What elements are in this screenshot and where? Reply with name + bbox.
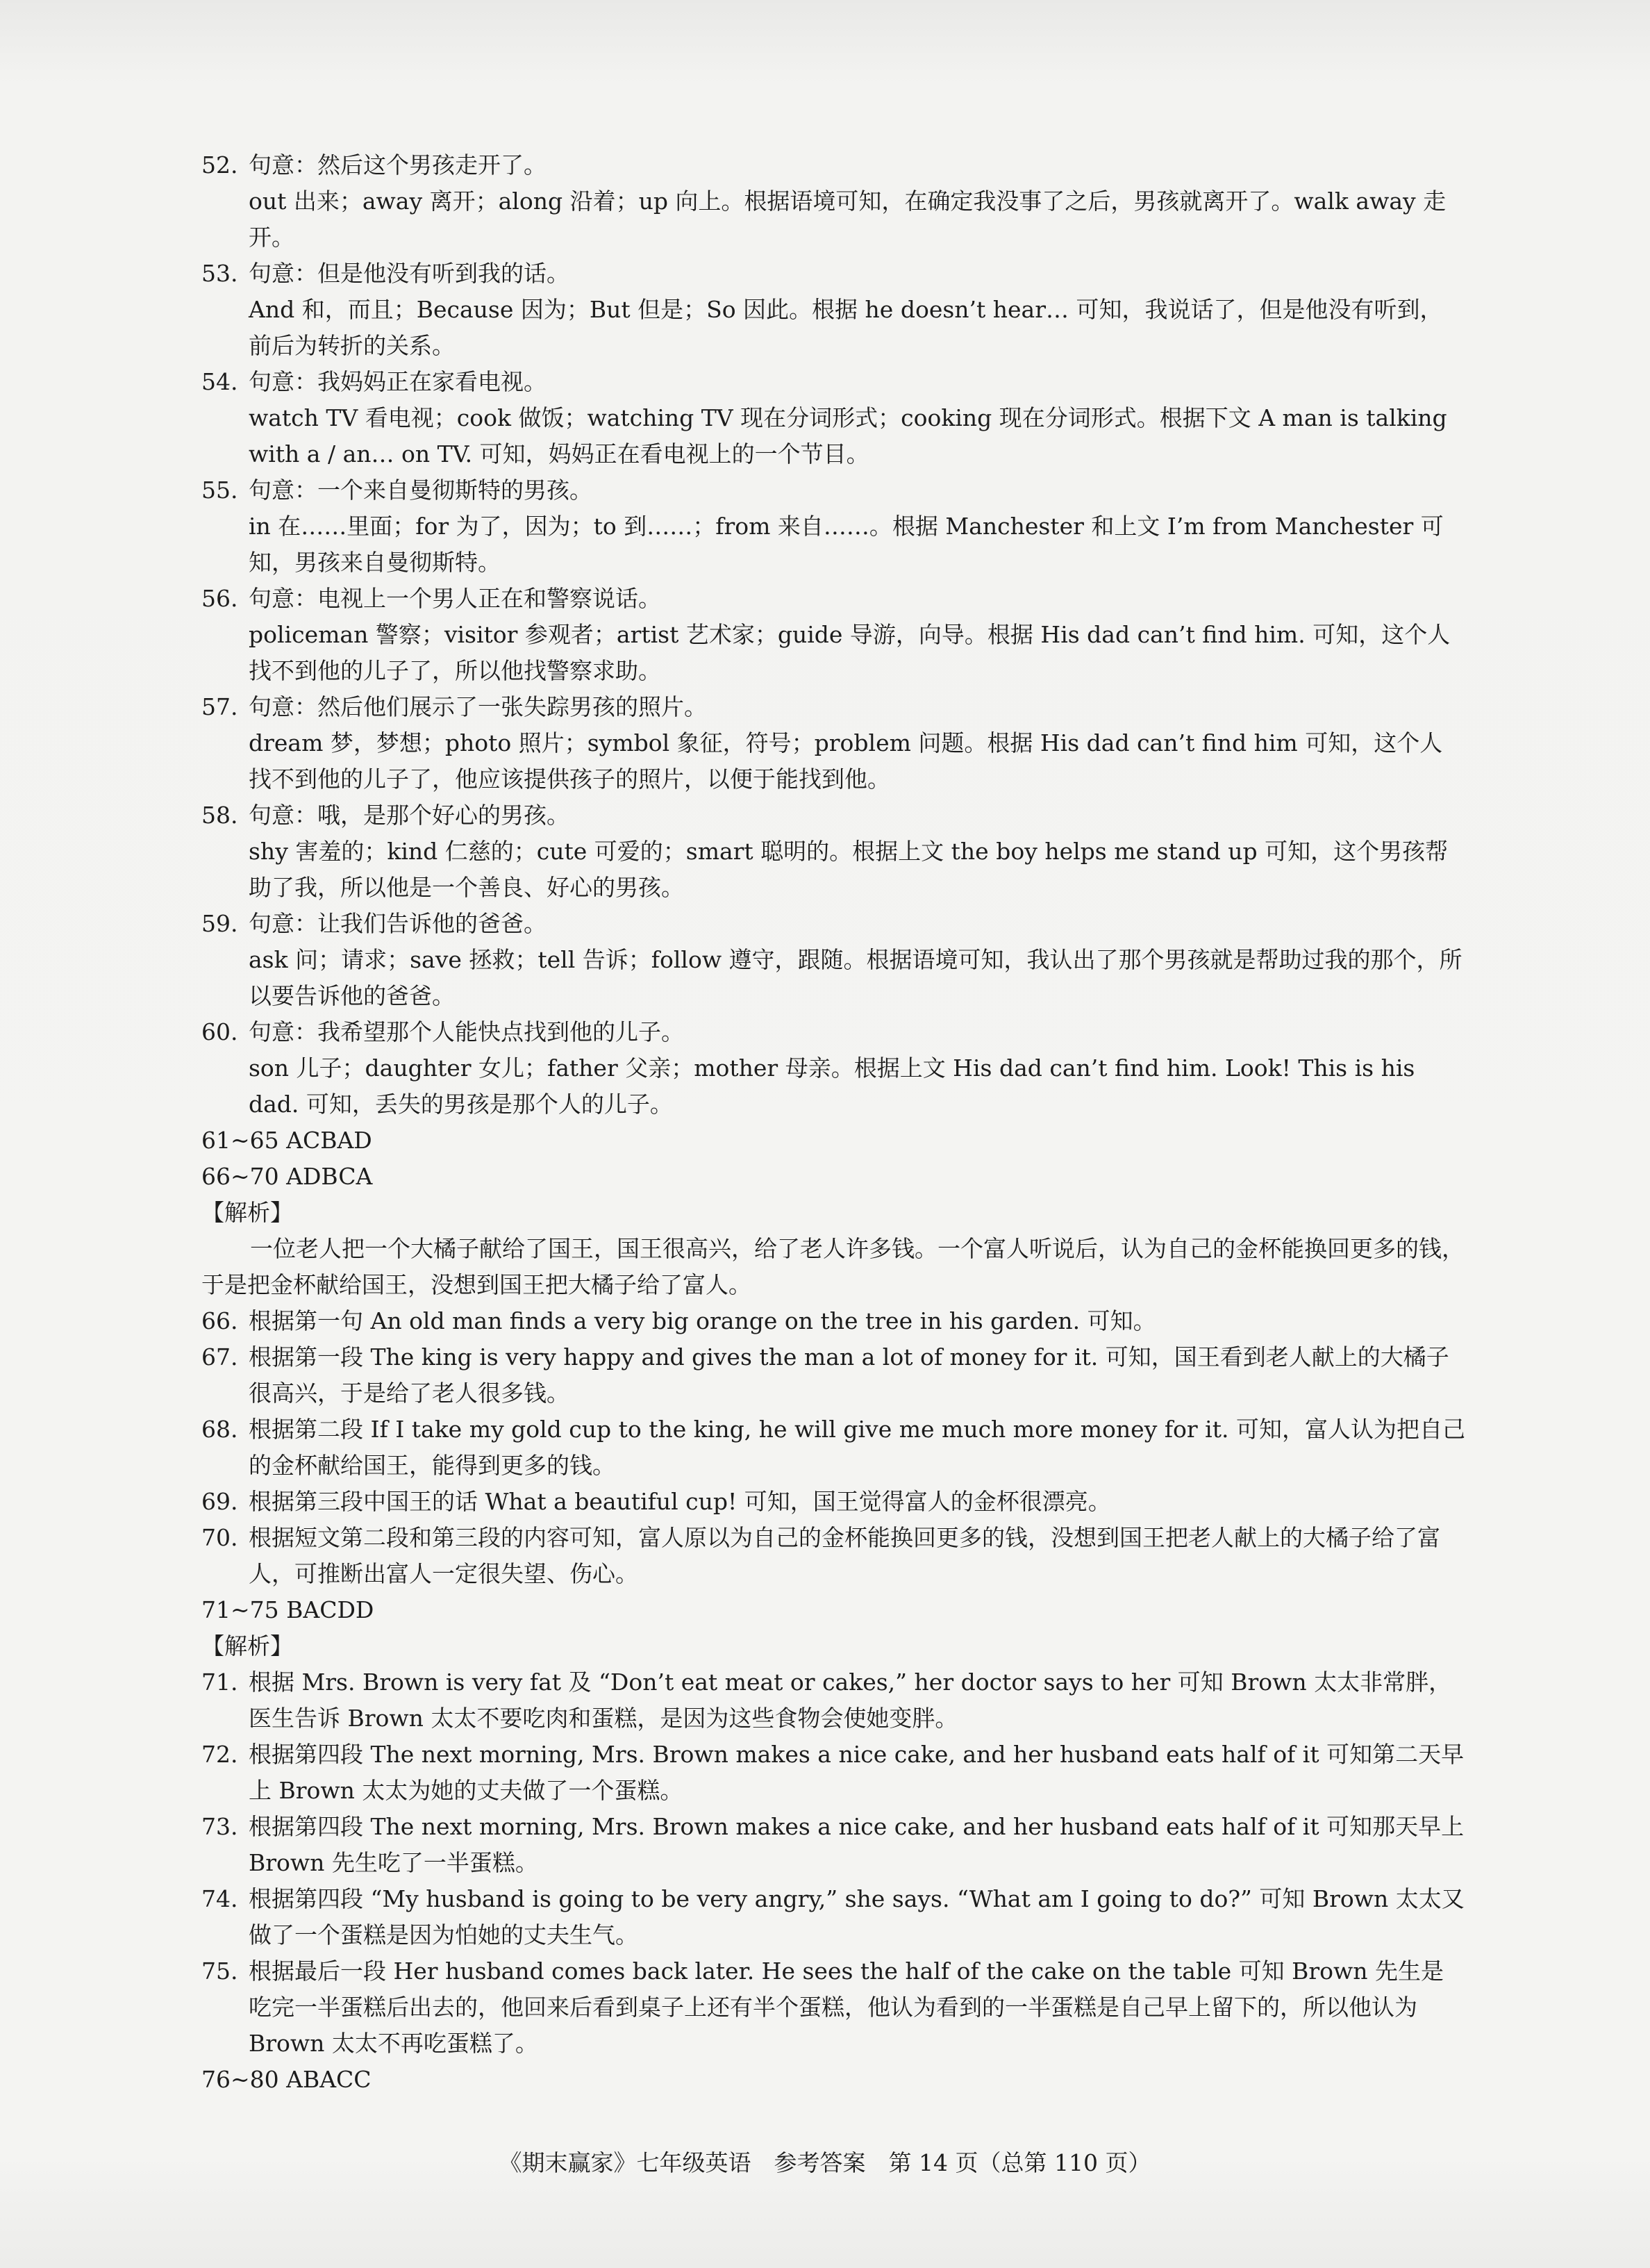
question-number: 68. (201, 1416, 238, 1443)
question-66 (201, 1303, 1465, 1339)
question-number: 52. (201, 151, 238, 179)
question-69 (201, 1484, 1465, 1520)
sentence-meaning: 句意：一个来自曼彻斯特的男孩。 (249, 477, 592, 504)
question-53 (201, 256, 1465, 364)
sentence-meaning: 句意：我妈妈正在家看电视。 (249, 368, 547, 395)
sentence-meaning: 句意：哦，是那个好心的男孩。 (249, 802, 569, 829)
question-70 (201, 1520, 1465, 1592)
analysis-text: shy 害羞的；kind 仁慈的；cute 可爱的；smart 聪明的。根据上文 the boy helps me stand up 可知，这个男孩帮助了我，所以他是一个善良、好心的男孩。 (249, 838, 1449, 901)
sentence-meaning: 句意：然后他们展示了一张失踪男孩的照片。 (249, 693, 707, 720)
question-number: 60. (201, 1018, 238, 1045)
question-60 (201, 1014, 1465, 1123)
answer-key-66-70: 66~70 ADBCA (201, 1163, 373, 1190)
explanation-text: 根据最后一段 Her husband comes back later. He sees the half of the cake on the table 可知 Brown 先生是吃完一半蛋糕后出去的，他回来后看到桌子上还有半个蛋糕，他认为看到的一半蛋糕是自己早上留下的，所以他认为 Brown 太太不再吃蛋糕了。 (249, 1957, 1444, 2057)
page-footer: 《期末赢家》七年级英语 参考答案 第 14 页（总第 110 页） (499, 2149, 1151, 2176)
question-number: 73. (201, 1813, 238, 1840)
question-number: 56. (201, 585, 238, 612)
question-number: 67. (201, 1343, 238, 1371)
answer-key-71-75: 71~75 BACDD (201, 1596, 374, 1623)
explanation-text: 根据第四段 “My husband is going to be very angry,” she says. “What am I going to do?” 可知 Brown 太太又做了一个蛋糕是因为怕她的丈夫生气。 (249, 1885, 1465, 1948)
question-number: 59. (201, 910, 238, 937)
question-56 (201, 581, 1465, 689)
question-55 (201, 472, 1465, 581)
explanation-text: 根据第四段 The next morning, Mrs. Brown makes a nice cake, and her husband eats half of it 可知第二天早上 Brown 太太为她的丈夫做了一个蛋糕。 (249, 1741, 1465, 1804)
question-59 (201, 906, 1465, 1014)
question-number: 75. (201, 1957, 238, 1985)
question-number: 74. (201, 1885, 238, 1912)
question-57 (201, 689, 1465, 797)
explanation-text: 根据 Mrs. Brown is very fat 及 “Don’t eat meat or cakes,” her doctor says to her 可知 Brown 太太非常胖，医生告诉 Brown 太太不要吃肉和蛋糕，是因为这些食物会使她变胖。 (249, 1669, 1452, 1732)
explanation-text: 根据第一句 An old man finds a very big orange on the tree in his garden. 可知。 (249, 1307, 1156, 1334)
question-74 (201, 1881, 1465, 1953)
explanation-text: 根据第一段 The king is very happy and gives the man a lot of money for it. 可知，国王看到老人献上的大橘子很高兴，于是给了老人很多钱。 (249, 1343, 1449, 1407)
question-71 (201, 1664, 1465, 1737)
question-67 (201, 1339, 1465, 1412)
answer-content (201, 147, 1465, 2098)
question-number: 57. (201, 693, 238, 720)
analysis-text: out 出来；away 离开；along 沿着；up 向上。根据语境可知，在确定我没事了之后，男孩就离开了。walk away 走开。 (249, 188, 1447, 251)
question-number: 69. (201, 1488, 238, 1515)
question-54 (201, 364, 1465, 472)
question-75 (201, 1953, 1465, 2062)
question-number: 72. (201, 1741, 238, 1768)
analysis-text: policeman 警察；visitor 参观者；artist 艺术家；guide 导游，向导。根据 His dad can’t find him. 可知，这个人找不到他的儿子了，所以他找警察求助。 (249, 621, 1451, 684)
analysis-text: ask 问；请求；save 拯救；tell 告诉；follow 遵守，跟随。根据语境可知，我认出了那个男孩就是帮助过我的那个，所以要告诉他的爸爸。 (249, 946, 1462, 1009)
explanation-text: 根据短文第二段和第三段的内容可知，富人原以为自己的金杯能换回更多的钱，没想到国王把老人献上的大橘子给了富人，可推断出富人一定很失望、伤心。 (249, 1524, 1440, 1587)
answer-key-76-80: 76~80 ABACC (201, 2066, 372, 2093)
question-73 (201, 1809, 1465, 1881)
analysis-text: watch TV 看电视；cook 做饭；watching TV 现在分词形式；cooking 现在分词形式。根据下文 A man is talking with a / an… on TV. 可知，妈妈正在看电视上的一个节目。 (249, 404, 1447, 467)
question-number: 70. (201, 1524, 238, 1551)
explanation-text: 根据第三段中国王的话 What a beautiful cup! 可知，国王觉得富人的金杯很漂亮。 (249, 1488, 1111, 1515)
explanation-text: 根据第四段 The next morning, Mrs. Brown makes a nice cake, and her husband eats half of it 可知那天早上 Brown 先生吃了一半蛋糕。 (249, 1813, 1465, 1876)
question-number: 58. (201, 802, 238, 829)
sentence-meaning: 句意：电视上一个男人正在和警察说话。 (249, 585, 661, 612)
question-58 (201, 797, 1465, 906)
passage-summary: 一位老人把一个大橘子献给了国王，国王很高兴，给了老人许多钱。一个富人听说后，认为自己的金杯能换回更多的钱，于是把金杯献给国王，没想到国王把大橘子给了富人。 (201, 1235, 1465, 1298)
question-52 (201, 147, 1465, 256)
question-number: 71. (201, 1669, 238, 1696)
question-number: 55. (201, 477, 238, 504)
sentence-meaning: 句意：让我们告诉他的爸爸。 (249, 910, 547, 937)
analysis-text: dream 梦，梦想；photo 照片；symbol 象征，符号；problem 问题。根据 His dad can’t find him 可知，这个人找不到他的儿子了，他应该提供孩子的照片，以便于能找到他。 (249, 729, 1443, 793)
sentence-meaning: 句意：然后这个男孩走开了。 (249, 151, 547, 179)
explanation-text: 根据第二段 If I take my gold cup to the king, he will give me much more money for it. 可知，富人认为把自己的金杯献给国王，能得到更多的钱。 (249, 1416, 1465, 1479)
question-number: 53. (201, 260, 238, 287)
analysis-heading: 【解析】 (201, 1199, 293, 1226)
answer-key-61-65: 61~65 ACBAD (201, 1127, 372, 1154)
analysis-heading: 【解析】 (201, 1632, 293, 1659)
analysis-text: in 在……里面；for 为了，因为；to 到……；from 来自……。根据 Manchester 和上文 I’m from Manchester 可知，男孩来自曼彻斯特。 (249, 513, 1444, 576)
question-number: 54. (201, 368, 238, 395)
sentence-meaning: 句意：我希望那个人能快点找到他的儿子。 (249, 1018, 684, 1045)
analysis-text: son 儿子；daughter 女儿；father 父亲；mother 母亲。根据上文 His dad can’t find him. Look! This is his dad. 可知，丢失的男孩是那个人的儿子。 (249, 1054, 1415, 1118)
question-number: 66. (201, 1307, 238, 1334)
question-72 (201, 1737, 1465, 1809)
sentence-meaning: 句意：但是他没有听到我的话。 (249, 260, 569, 287)
question-68 (201, 1412, 1465, 1484)
analysis-text: And 和，而且；Because 因为；But 但是；So 因此。根据 he doesn’t hear… 可知，我说话了，但是他没有听到，前后为转折的关系。 (249, 296, 1443, 359)
